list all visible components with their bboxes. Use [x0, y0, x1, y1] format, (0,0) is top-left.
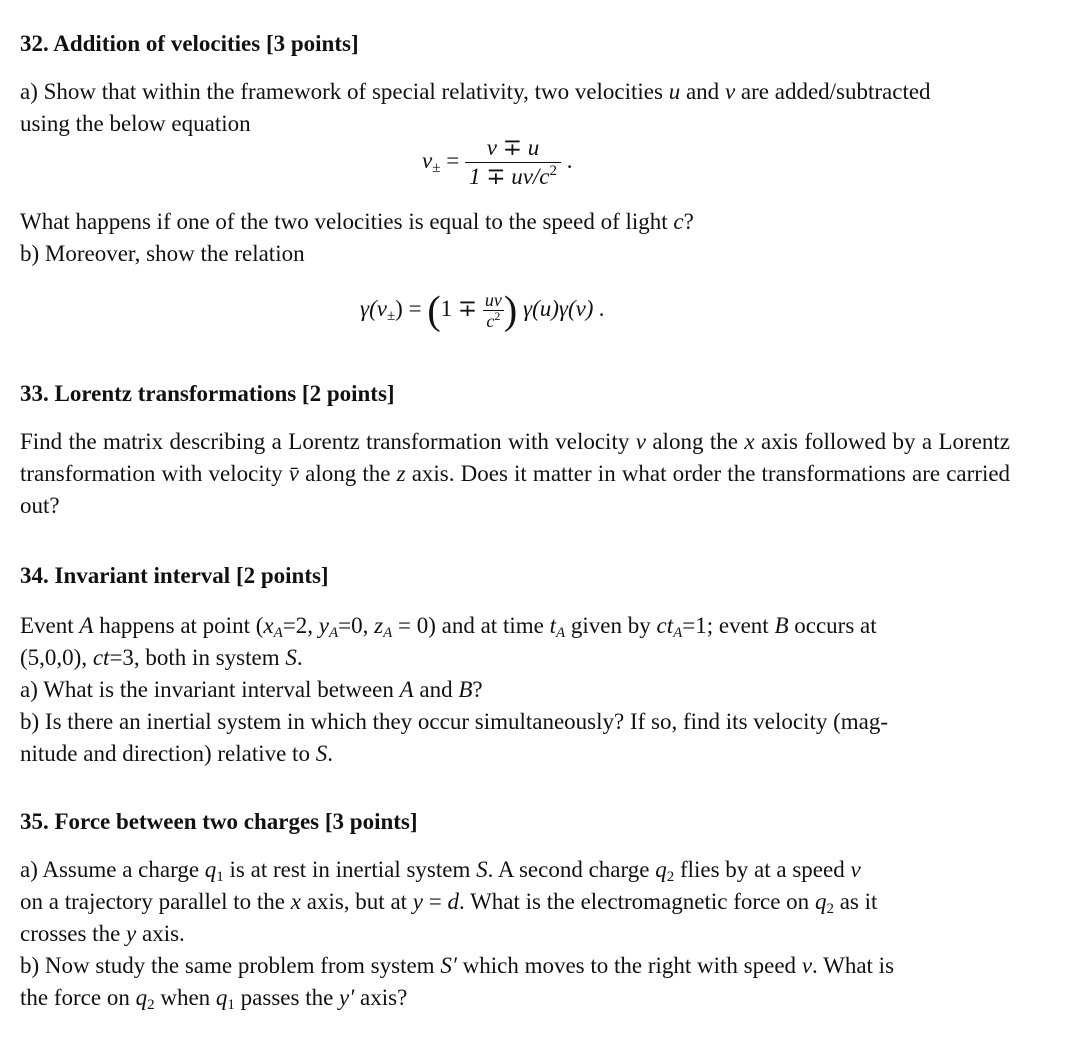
problem-32-question-c: What happens if one of the two velocities is equal to the speed of light c? — [20, 209, 694, 234]
problem-35-a-line1: a) Assume a charge $q_1$ is at rest in inertial system S. A second charge $q_2$ flies by at a speed v — [20, 857, 861, 885]
problem-35-heading: 35. Force between two charges [3 points] — [20, 809, 418, 834]
problem-35-a-line3: crosses the y axis. — [20, 921, 185, 946]
problem-32-a-line2: using the below equation — [20, 111, 251, 136]
problem-35-b-line1: b) Now study the same problem from system S′ which moves to the right with speed v. What is — [20, 953, 895, 978]
problem-32-heading: 32. Addition of velocities [3 points] — [20, 31, 359, 56]
problem-33-heading: 33. Lorentz transformations [2 points] — [20, 381, 395, 406]
problem-34-line2: (5,0,0), ct=3, both in system S. — [20, 645, 303, 670]
velocity-addition-equation: $v_\pm$ = $\frac{v \mp u}{1 \mp uv/c^2}$ . — [422, 135, 573, 189]
problem-32-a-line1: a) Show that within the framework of special relativity, two velocities u and v are added/subtracted — [20, 79, 931, 104]
problem-35-b-line2: the force on $q_2$ when $q_1$ passes the y′ axis? — [20, 985, 408, 1013]
problem-34-question-b-line2: nitude and direction) relative to S. — [20, 741, 333, 766]
problem-34-question-b-line1: b) Is there an inertial system in which they occur simultaneously? If so, find its velocity (mag- — [20, 709, 889, 734]
problem-33-body: Find the matrix describing a Lorentz transformation with velocity v along the x axis followed by a Lorentz transformation with velocity v̄ along the z axis. Does it matter in what order the transformations are carried out? — [20, 429, 1011, 518]
problem-32-b-text: b) Moreover, show the relation — [20, 241, 305, 266]
problem-34-question-a: a) What is the invariant interval between A and B? — [20, 677, 483, 702]
problem-34-line1: Event A happens at point ($x_A=2$, $y_A=0$, $z_A = 0$) and at time $t_A$ given by $ct_A=1$; event B occurs at — [20, 613, 877, 641]
problem-35-a-line2: on a trajectory parallel to the x axis, but at y = d. What is the electromagnetic force on $q_2$ as it — [20, 889, 878, 917]
problem-34-heading: 34. Invariant interval [2 points] — [20, 563, 329, 588]
gamma-relation-equation: $\gamma(v_\pm) = (1$ ∓ $\frac{uv}{c^2}$ ) γ(u)γ(v) . — [360, 287, 605, 333]
